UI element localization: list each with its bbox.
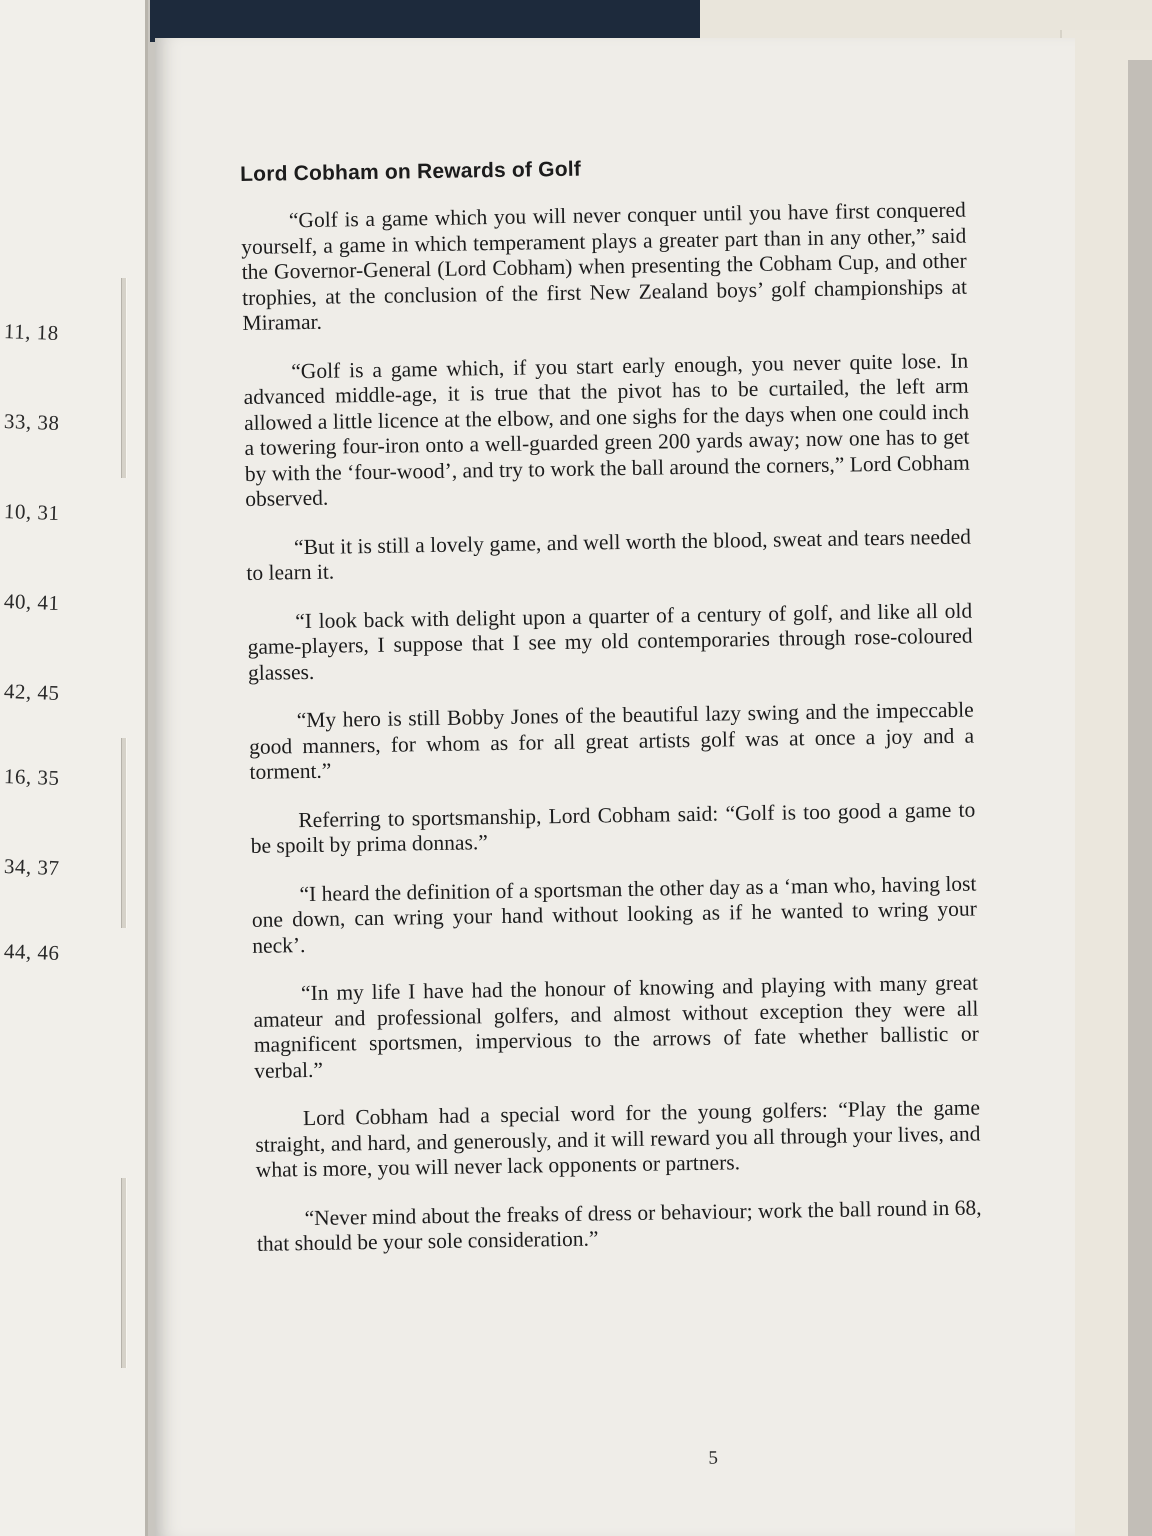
paragraph: “My hero is still Bobby Jones of the beautiful lazy swing and the impeccable good manners, for whom as for all great artists golf was at once a joy and a torment.” bbox=[248, 697, 975, 784]
binding-stitch bbox=[121, 278, 127, 478]
book-cover-edge bbox=[150, 0, 710, 42]
index-number: 34, 37 bbox=[3, 854, 60, 880]
index-number: 16, 35 bbox=[3, 764, 60, 790]
paragraph: “But it is still a lovely game, and well worth the blood, sweat and tears needed to learn it. bbox=[246, 524, 972, 585]
paragraph: “Golf is a game which you will never conquer until you have first conquered yourself, a game in which temperament plays a greater part than in any other,” said the Governor-General (Lord Cobham) when presenting the Cobham Cup, and other trophies, at the conclusion of the first New Zealand boys’ golf championships at Miramar. bbox=[241, 197, 968, 335]
index-number: 42, 45 bbox=[3, 679, 60, 705]
paragraph: “In my life I have had the honour of knowing and playing with many great amateur and professional golfers, and almost without exception they were all magnificent sportsmen, impervious to the arrows of fate whether ballistic or verbal.” bbox=[253, 970, 979, 1083]
paragraph: Referring to sportsmanship, Lord Cobham said: “Golf is too good a game to be spoilt by prima donnas.” bbox=[250, 797, 976, 858]
index-number: 10, 31 bbox=[3, 499, 60, 525]
index-number: 33, 38 bbox=[3, 409, 60, 435]
book-side-edge bbox=[1128, 60, 1152, 1536]
paragraph: Lord Cobham had a special word for the young golfers: “Play the game straight, and hard, and generously, and it will reward you all through your lives, and what is more, you will never lack opponents or partners. bbox=[255, 1095, 981, 1182]
book-page bbox=[155, 38, 1075, 1536]
binding-stitch bbox=[121, 738, 127, 928]
paragraph: “Golf is a game which, if you start early enough, you never quite lose. In advanced middle-age, it is true that the pivot has to be curtailed, the left arm allowed a little licence at the elbow, and one sighs for the days when one could inch a towering four-iron onto a well-guarded green 200 yards away; now one has to get by with the ‘four-wood’, and try to work the ball around the corners,” Lord Cobham observed. bbox=[243, 348, 970, 511]
index-number: 11, 18 bbox=[3, 319, 60, 345]
paragraph: “I heard the definition of a sportsman the other day as a ‘man who, having lost one down, can wring your hand without looking as if he wanted to wring your neck’. bbox=[251, 871, 977, 958]
paragraph: “Never mind about the freaks of dress or behaviour; work the ball round in 68, that should be your sole consideration.” bbox=[256, 1194, 982, 1256]
article-title: Lord Cobham on Rewards of Golf bbox=[240, 157, 582, 186]
article-body bbox=[240, 152, 982, 1469]
index-number: 40, 41 bbox=[3, 589, 60, 615]
page-number: 5 bbox=[708, 1447, 719, 1469]
paragraph: “I look back with delight upon a quarter of a century of golf, and like all old game-players, I suppose that I see my old contemporaries through rose-coloured glasses. bbox=[247, 598, 973, 685]
index-number: 44, 46 bbox=[3, 939, 60, 965]
binding-stitch bbox=[121, 1178, 127, 1368]
